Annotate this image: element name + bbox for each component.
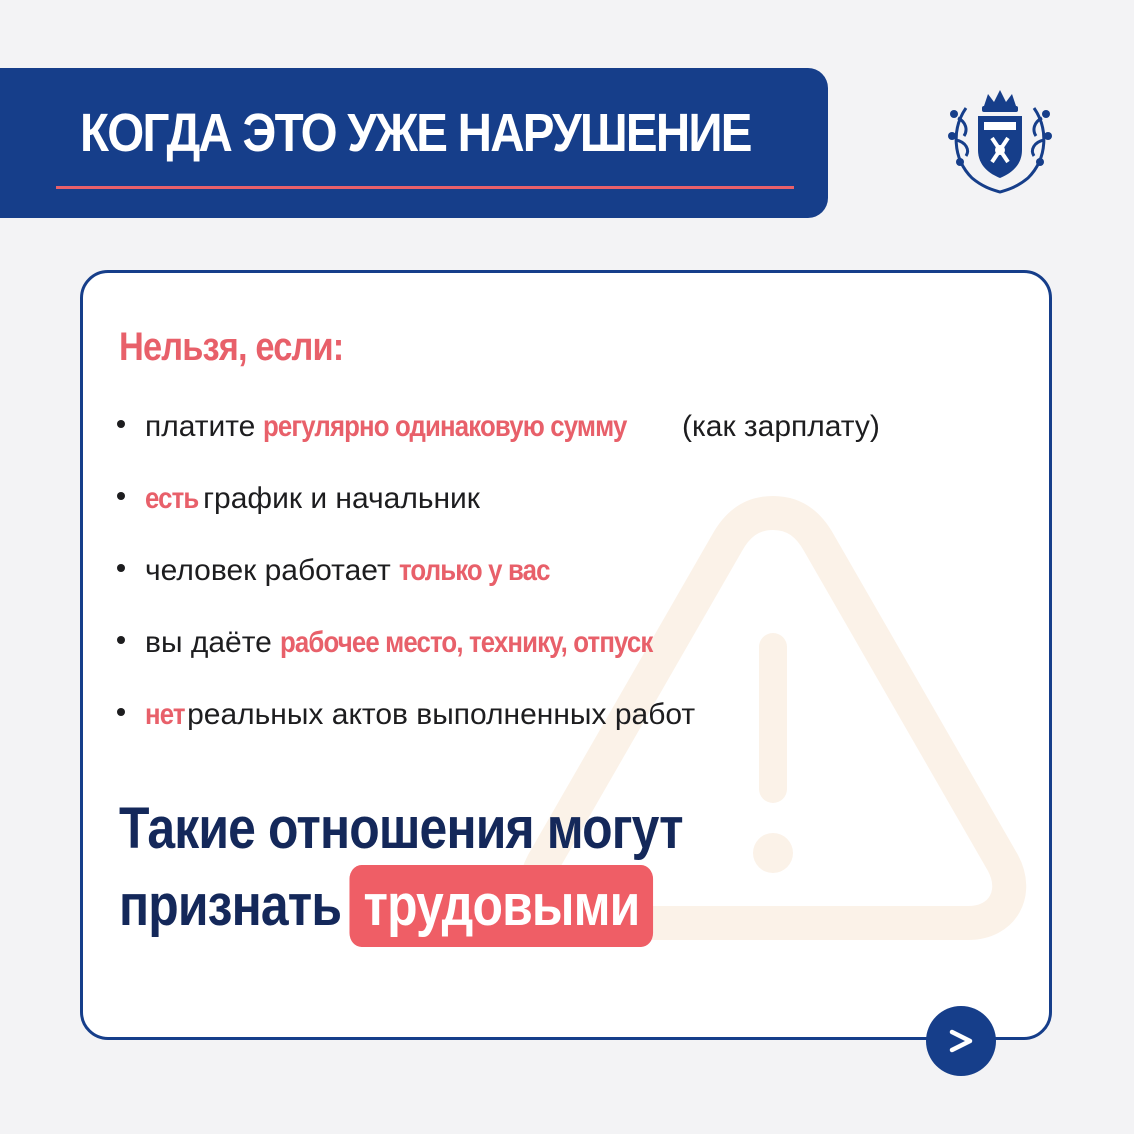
item-highlight: нет — [145, 698, 185, 731]
item-highlight: регулярно одинаковую сумму — [263, 410, 627, 443]
item-text: вы даёте — [145, 626, 272, 659]
bullet-icon — [117, 708, 125, 716]
page-title: КОГДА ЭТО УЖЕ НАРУШЕНИЕ — [80, 103, 751, 163]
list-item — [117, 535, 880, 607]
bullet-icon — [117, 492, 125, 500]
list-item — [117, 679, 880, 751]
conclusion-line-1: Такие отношения могут — [119, 796, 683, 861]
list-item — [117, 607, 880, 679]
item-text-after: график и начальник — [203, 482, 480, 515]
item-text: человек работает — [145, 554, 391, 587]
next-slide-button[interactable] — [926, 1006, 996, 1076]
conditions-list — [117, 391, 880, 751]
conclusion-text — [119, 793, 683, 947]
item-text: платите — [145, 410, 256, 443]
item-highlight: рабочее место, технику, отпуск — [279, 626, 653, 659]
bullet-icon — [117, 564, 125, 572]
item-highlight: есть — [145, 482, 199, 515]
item-text-after: реальных актов выполненных работ — [187, 698, 696, 731]
chevron-right-icon — [944, 1024, 978, 1058]
info-card — [80, 270, 1052, 1040]
title-underline — [56, 186, 794, 189]
conclusion-line-2 — [119, 865, 683, 947]
list-item — [117, 391, 880, 463]
item-highlight: только у вас — [398, 554, 550, 587]
conclusion-highlight-badge: трудовыми — [350, 865, 653, 947]
list-item — [117, 463, 880, 535]
conclusion-prefix: признать — [119, 873, 342, 938]
item-text-after: (как зарплату) — [681, 410, 880, 443]
conditions-heading: Нельзя, если: — [119, 325, 344, 369]
bullet-icon — [117, 636, 125, 644]
bullet-icon — [117, 420, 125, 428]
regional-coat-of-arms-icon — [944, 78, 1056, 198]
